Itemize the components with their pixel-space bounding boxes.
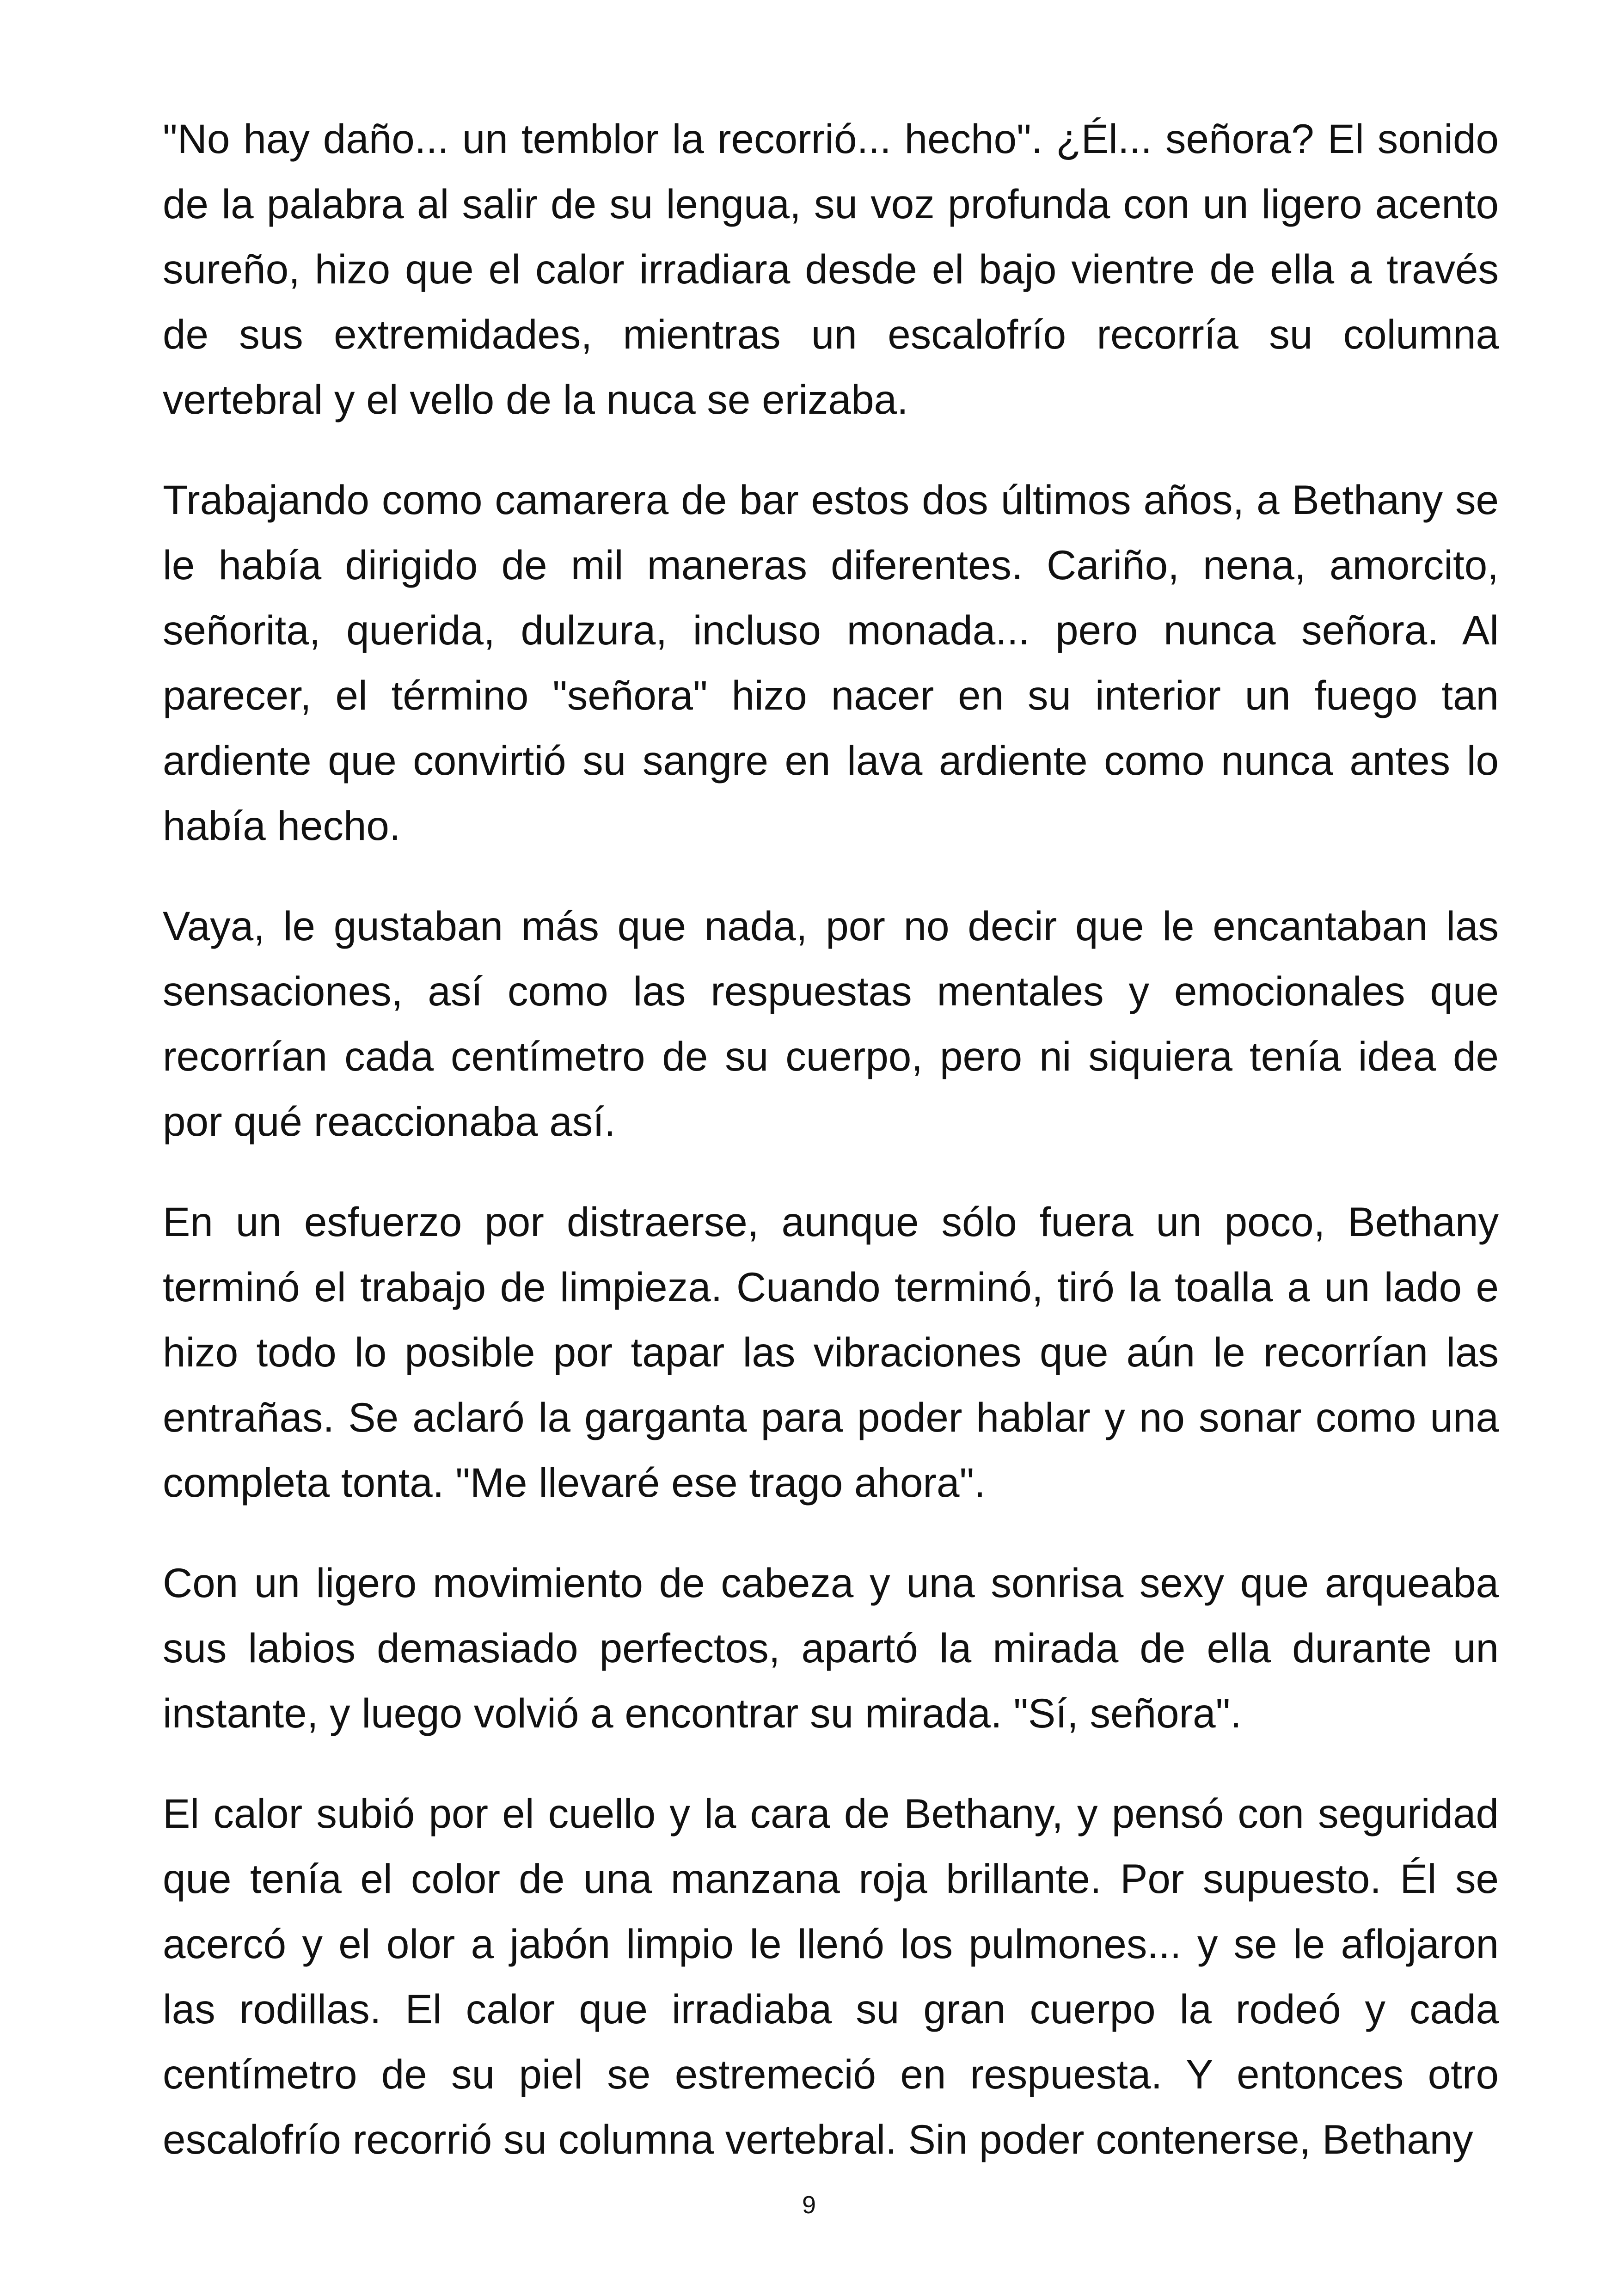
paragraph-5: Con un ligero movimiento de cabeza y una sonrisa sexy que arqueaba sus labios demasiado perfectos, apartó la mirada de ella durante un instante, y luego volvió a encontrar su mirada. "Sí, señora". xyxy=(163,1560,1499,1736)
page-number: 9 xyxy=(802,2191,816,2219)
paragraph-6: El calor subió por el cuello y la cara de Bethany, y pensó con seguridad que tenía el color de una manzana roja brillante. Por supuesto. Él se acercó y el olor a jabón limpio le llenó los pulmones... y se le aflojaron las rodillas. El calor que irradiaba su gran cuerpo la rodeó y cada centímetro de su piel se estremeció en respuesta. Y entonces otro escalofrío recorrió su columna vertebral. Sin poder contenerse, Bethany xyxy=(163,1790,1499,2162)
paragraph-1: "No hay daño... un temblor la recorrió... hecho". ¿Él... señora? El sonido de la palabra al salir de su lengua, su voz profunda con un ligero acento sureño, hizo que el calor irradiara desde el bajo vientre de ella a través de sus extremidades, mientras un escalofrío recorría su columna vertebral y el vello de la nuca se erizaba. xyxy=(163,116,1499,422)
paragraph-3: Vaya, le gustaban más que nada, por no decir que le encantaban las sensaciones, así como las respuestas mentales y emocionales que recorrían cada centímetro de su cuerpo, pero ni siquiera tenía idea de por qué reaccionaba así. xyxy=(163,903,1499,1145)
paragraph-2: Trabajando como camarera de bar estos dos últimos años, a Bethany se le había dirigido de mil maneras diferentes. Cariño, nena, amorcito, señorita, querida, dulzura, incluso monada... pero nunca señora. Al parecer, el término "señora" hizo nacer en su interior un fuego tan ardiente que convirtió su sangre en lava ardiente como nunca antes lo había hecho. xyxy=(163,477,1499,849)
paragraph-4: En un esfuerzo por distraerse, aunque sólo fuera un poco, Bethany terminó el trabajo de limpieza. Cuando terminó, tiró la toalla a un lado e hizo todo lo posible por tapar las vibraciones que aún le recorrían las entrañas. Se aclaró la garganta para poder hablar y no sonar como una completa tonta. "Me llevaré ese trago ahora". xyxy=(163,1199,1499,1506)
body-text xyxy=(163,106,1499,2172)
